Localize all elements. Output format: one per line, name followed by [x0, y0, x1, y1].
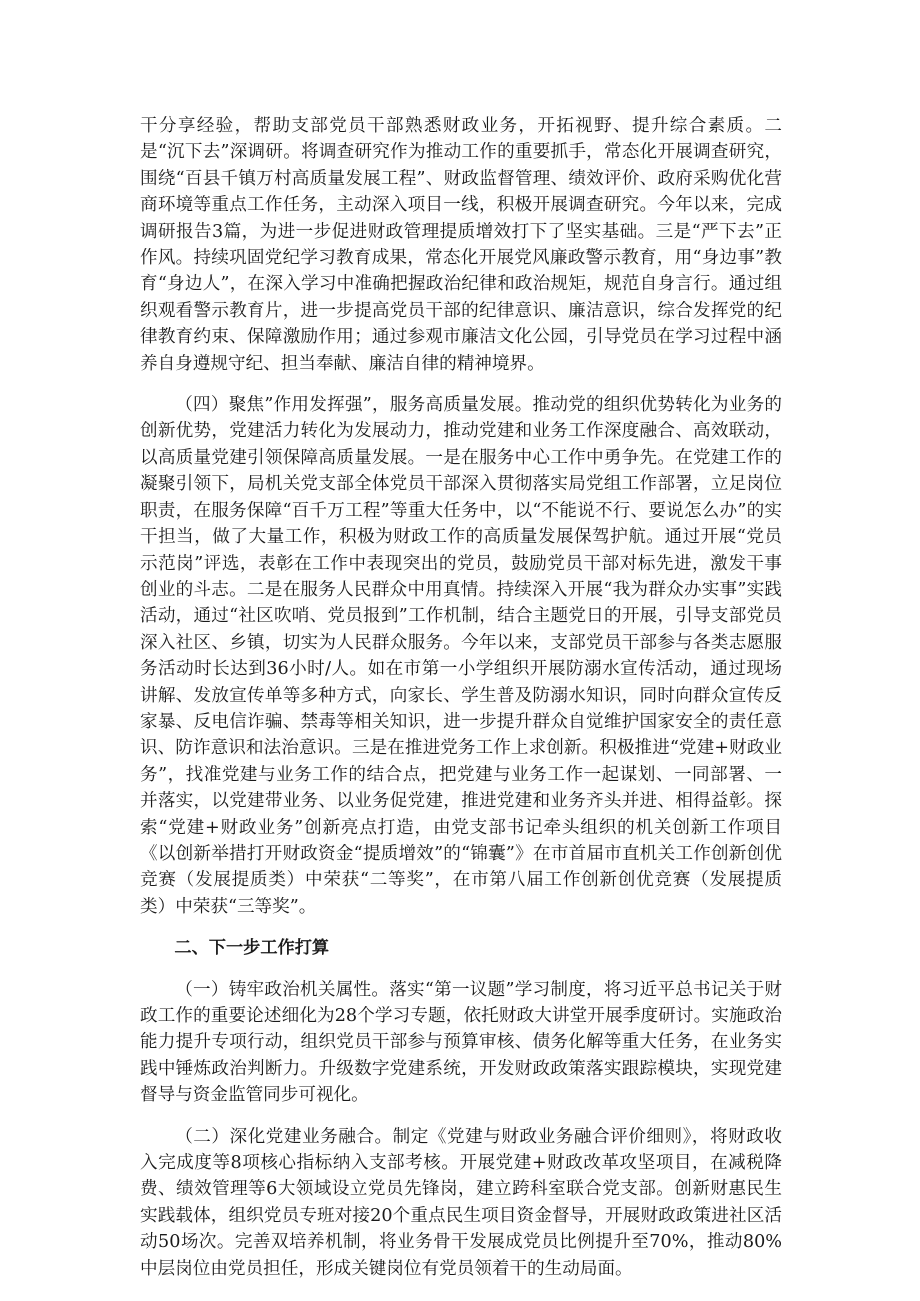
- paragraph-item-one: （一）铸牢政治机关属性。落实“第一议题”学习制度，将习近平总书记关于财政工作的重要论述细化为28个学习专题，依托财政大讲堂开展季度研讨。实施政治能力提升专项行动，组织党员干部参与预算审核、债务化解等重大任务，在业务实践中锤炼政治判断力。升级数字党建系统，开发财政政策落实跟踪模块，实现党建督导与资金监管同步可视化。: [140, 979, 782, 1106]
- paragraph-gap: [140, 377, 782, 392]
- paragraph-continuation: 干分享经验，帮助支部党员干部熟悉财政业务，开拓视野、提升综合素质。二是“沉下去”深调研。将调查研究作为推动工作的重要抓手，常态化开展调查研究，围绕“百县千镇万村高质量发展工程”、财政监督管理、绩效评价、政府采购优化营商环境等重点工作任务，主动深入项目一线，积极开展调查研究。今年以来，完成调研报告3篇，为进一步促进财政管理提质增效打下了坚实基础。三是“严下去”正作风。持续巩固党纪学习教育成果，常态化开展党风廉政警示教育，用“身边事”教育“身边人”，在深入学习中准确把握政治纪律和政治规矩，规范自身言行。通过组织观看警示教育片，进一步提高党员干部的纪律意识、廉洁意识，综合发挥党的纪律教育约束、保障激励作用；通过参观市廉洁文化公园，引导党员在学习过程中涵养自身遵规守纪、担当奉献、廉洁自律的精神境界。: [140, 116, 782, 374]
- paragraph-gap: [140, 1109, 782, 1124]
- paragraph-item-two: （二）深化党建业务融合。制定《党建与财政业务融合评价细则》，将财政收入完成度等8项核心指标纳入支部考核。开展党建+财政改革攻坚项目，在减税降费、绩效管理等6大领域设立党员先锋岗，建立跨科室联合党支部。创新财惠民生实践载体，组织党员专班对接20个重点民生项目资金督导，开展财政政策进社区活动50场次。完善双培养机制，将业务骨干发展成党员比例提升至70%，推动80%中层岗位由党员担任，形成关键岗位有党员领着干的生动局面。: [140, 1126, 782, 1279]
- document-page: [140, 113, 782, 1282]
- section-heading-next-steps: 二、下一步工作打算: [174, 938, 330, 959]
- paragraph-section-four: （四）聚焦”作用发挥强”，服务高质量发展。推动党的组织优势转化为业务的创新优势，党建活力转化为发展动力，推动党建和业务工作深度融合、高效联动，以高质量党建引领保障高质量发展。一是在服务中心工作中勇争先。在党建工作的凝聚引领下，局机关党支部全体党员干部深入贯彻落实局党组工作部署，立足岗位职责，在服务保障“百千万工程”等重大任务中，以“不能说不行、要说怎么办”的实干担当，做了大量工作，积极为财政工作的高质量发展保驾护航。通过开展“党员示范岗”评选，表彰在工作中表现突出的党员，鼓励党员干部对标先进，激发干事创业的斗志。二是在服务人民群众中用真情。持续深入开展“我为群众办实事”实践活动，通过“社区吹哨、党员报到”工作机制，结合主题党日的开展，引导支部党员深入社区、乡镇，切实为人民群众服务。今年以来，支部党员干部参与各类志愿服务活动时长达到36小时/人。如在市第一小学组织开展防溺水宣传活动，通过现场讲解、发放宣传单等多种方式，向家长、学生普及防溺水知识，同时向群众宣传反家暴、反电信诈骗、禁毒等相关知识，进一步提升群众自觉维护国家安全的责任意识、防诈意识和法治意识。三是在推进党务工作上求创新。积极推进“党建+财政业务”，找准党建与业务工作的结合点，把党建与业务工作一起谋划、一同部署、一并落实，以党建带业务、以业务促党建，推进党建和业务齐头并进、相得益彰。探索“党建+财政业务”创新亮点打造，由党支部书记牵头组织的机关创新工作项目《以创新举措打开财政资金“提质增效”的“锦囊”》在市首届市直机关工作创新创优竞赛（发展提质类）中荣获“二等奖”，在市第八届工作创新创优竞赛（发展提质类）中荣获“三等奖”。: [140, 395, 782, 917]
- paragraph-gap: [140, 962, 782, 977]
- paragraph-gap: [140, 920, 782, 935]
